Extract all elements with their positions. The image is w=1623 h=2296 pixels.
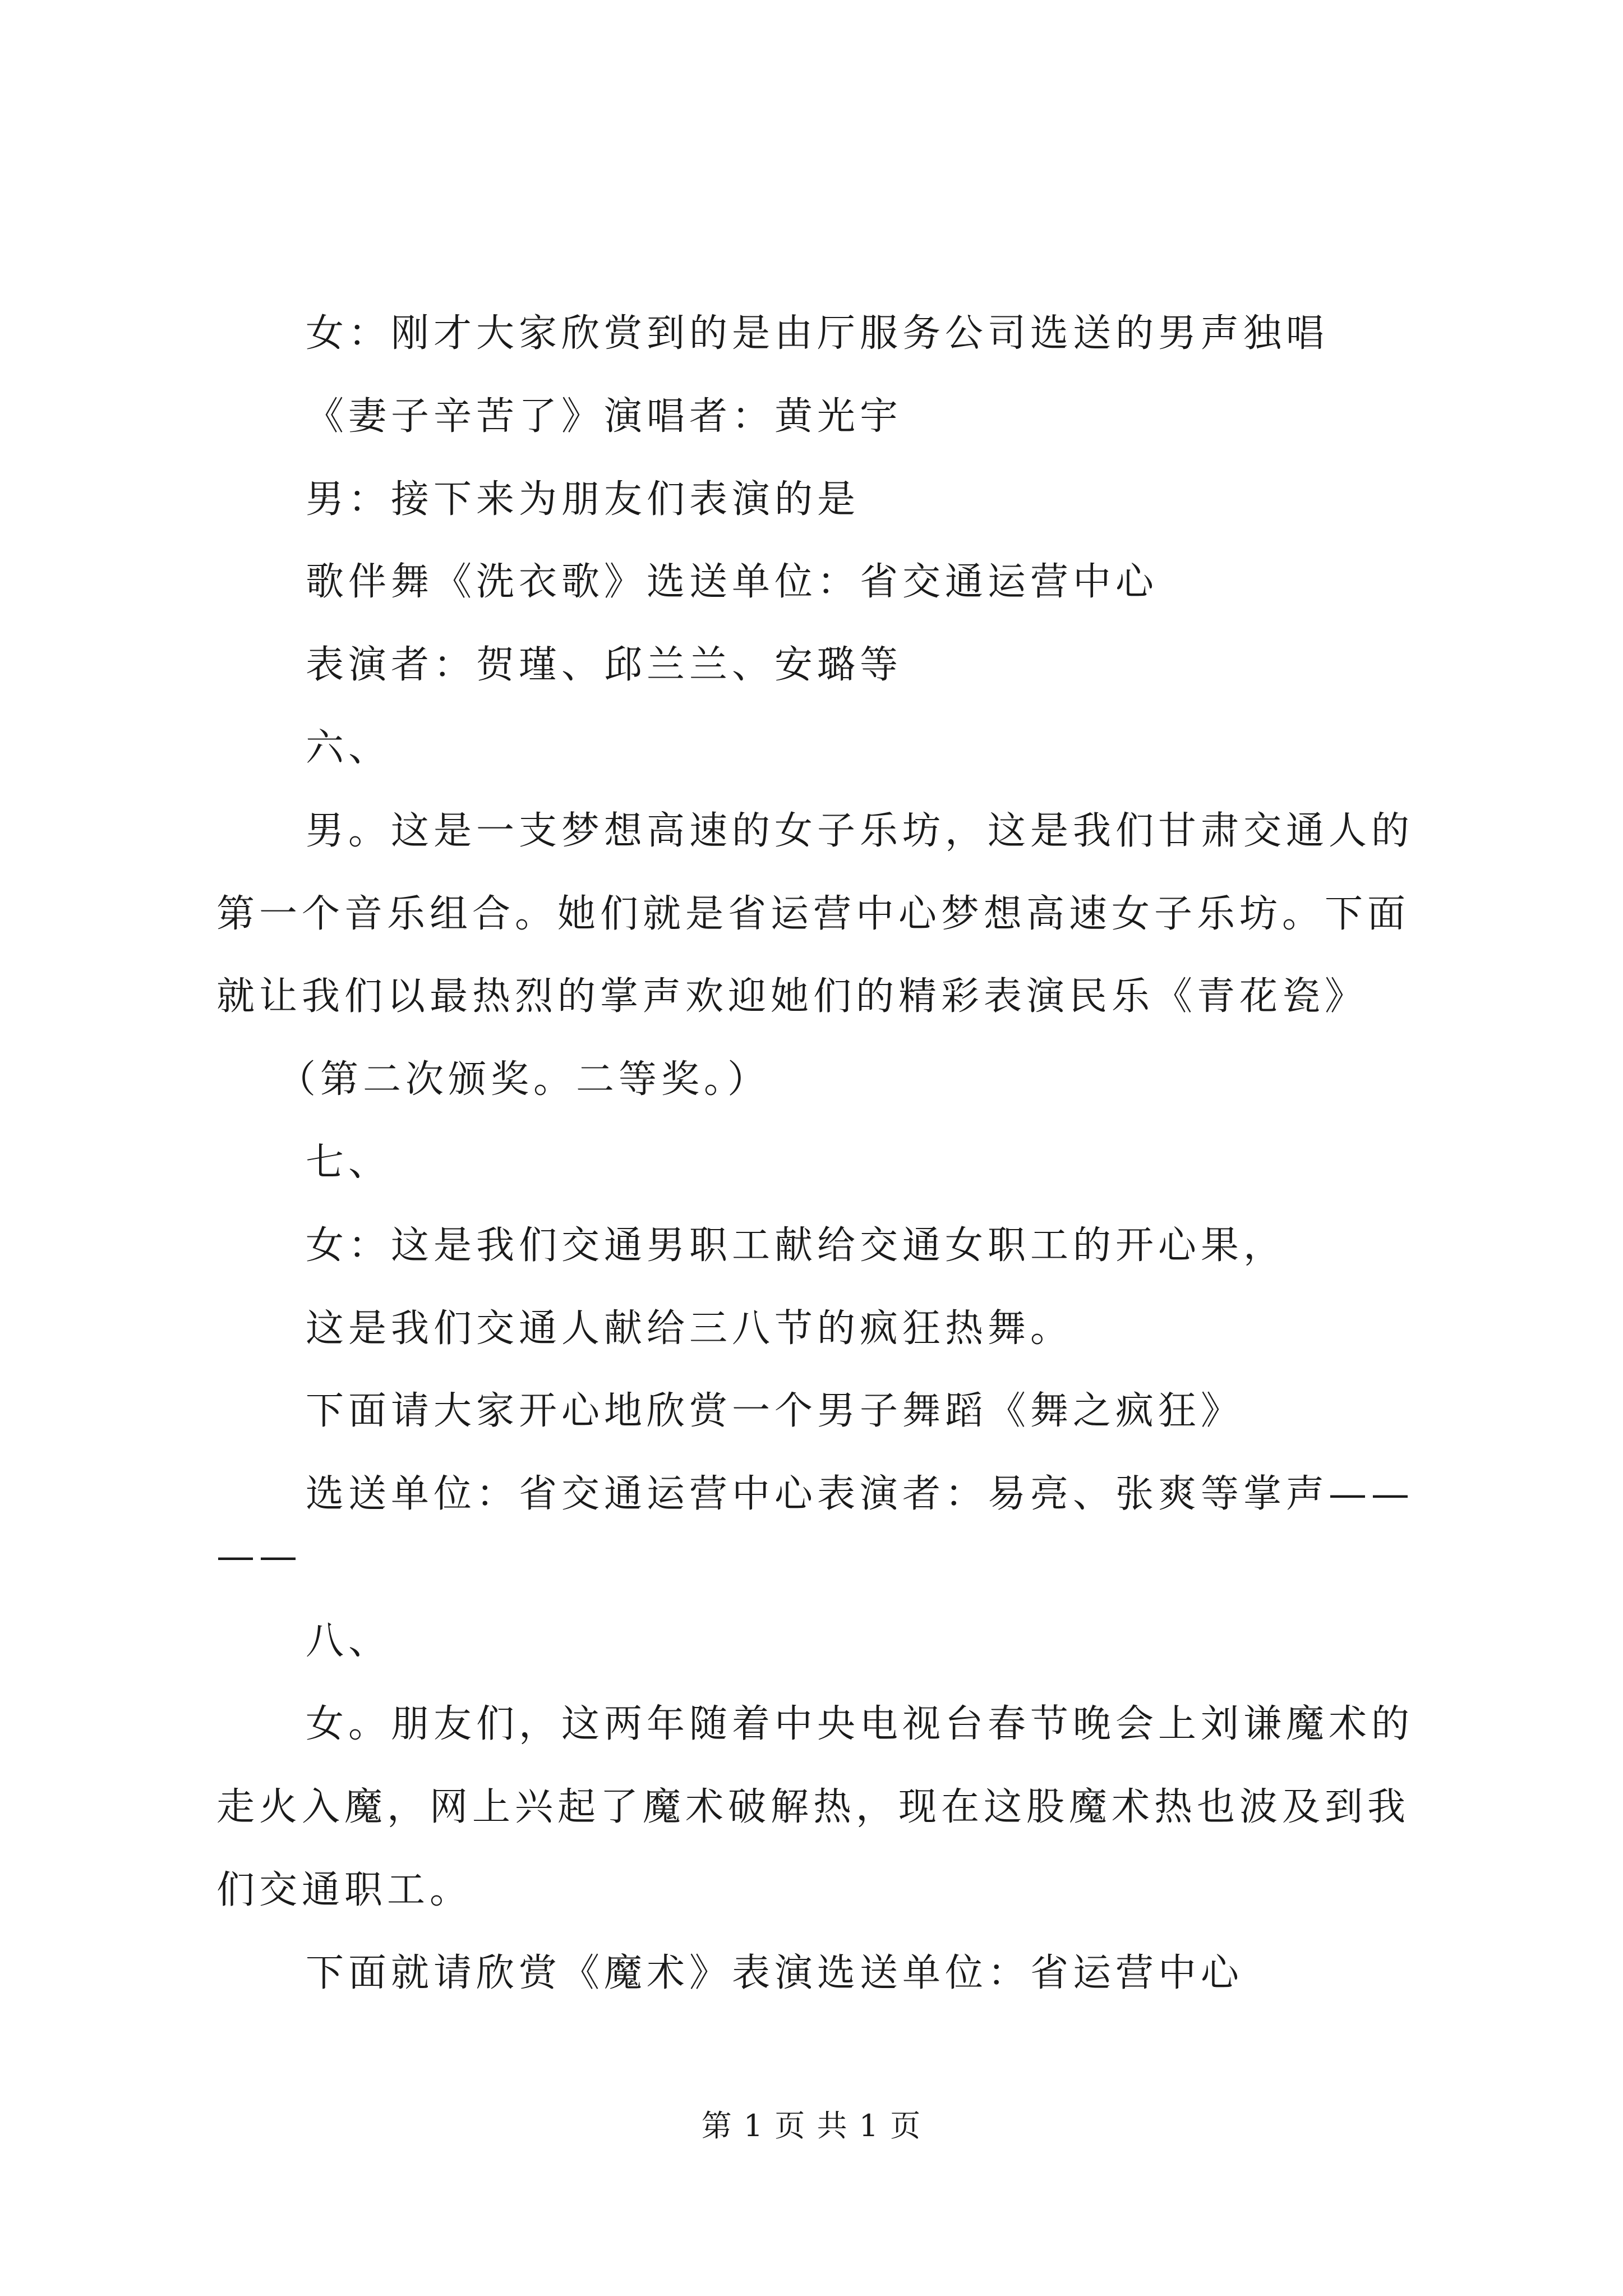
text-line: （第二次颁奖。二等奖。） — [278, 1057, 771, 1102]
text-line: 这是我们交通人献给三八节的疯狂热舞。 — [306, 1306, 1073, 1351]
text-line: 第一个音乐组合。她们就是省运营中心梦想高速女子乐坊。下面 — [216, 892, 1410, 936]
text-line: 歌伴舞《洗衣歌》选送单位：省交通运营中心 — [306, 560, 1159, 604]
text-line: 走火入魔，网上兴起了魔术破解热，现在这股魔术热也波及到我 — [216, 1785, 1410, 1829]
text-line: 女。朋友们，这两年随着中央电视台春节晚会上刘谦魔术的 — [306, 1702, 1414, 1746]
text-line: 选送单位：省交通运营中心表演者：易亮、张爽等掌声—— — [306, 1472, 1414, 1516]
text-line: 下面就请欣赏《魔术》表演选送单位：省运营中心 — [306, 1951, 1244, 1995]
text-line: 下面请大家开心地欣赏一个男子舞蹈《舞之疯狂》 — [306, 1389, 1244, 1433]
text-line: 女：刚才大家欣赏到的是由厅服务公司选送的男声独唱 — [306, 311, 1329, 356]
text-line: 男。这是一支梦想高速的女子乐坊，这是我们甘肃交通人的 — [306, 809, 1414, 853]
text-line: —— — [216, 1534, 302, 1579]
section-heading: 七、 — [306, 1140, 391, 1185]
section-heading: 八、 — [306, 1619, 391, 1663]
text-line: 女：这是我们交通男职工献给交通女职工的开心果， — [306, 1223, 1287, 1268]
text-line: 男：接下来为朋友们表演的是 — [306, 477, 860, 522]
section-heading: 六、 — [306, 726, 391, 770]
text-line: 就让我们以最热烈的掌声欢迎她们的精彩表演民乐《青花瓷》 — [216, 974, 1368, 1019]
text-line: 们交通职工。 — [216, 1868, 473, 1912]
page-footer: 第 1 页 共 1 页 — [701, 2108, 922, 2143]
text-line: 《妻子辛苦了》演唱者：黄光宇 — [306, 394, 903, 439]
text-line: 表演者：贺瑾、邱兰兰、安璐等 — [306, 643, 903, 687]
